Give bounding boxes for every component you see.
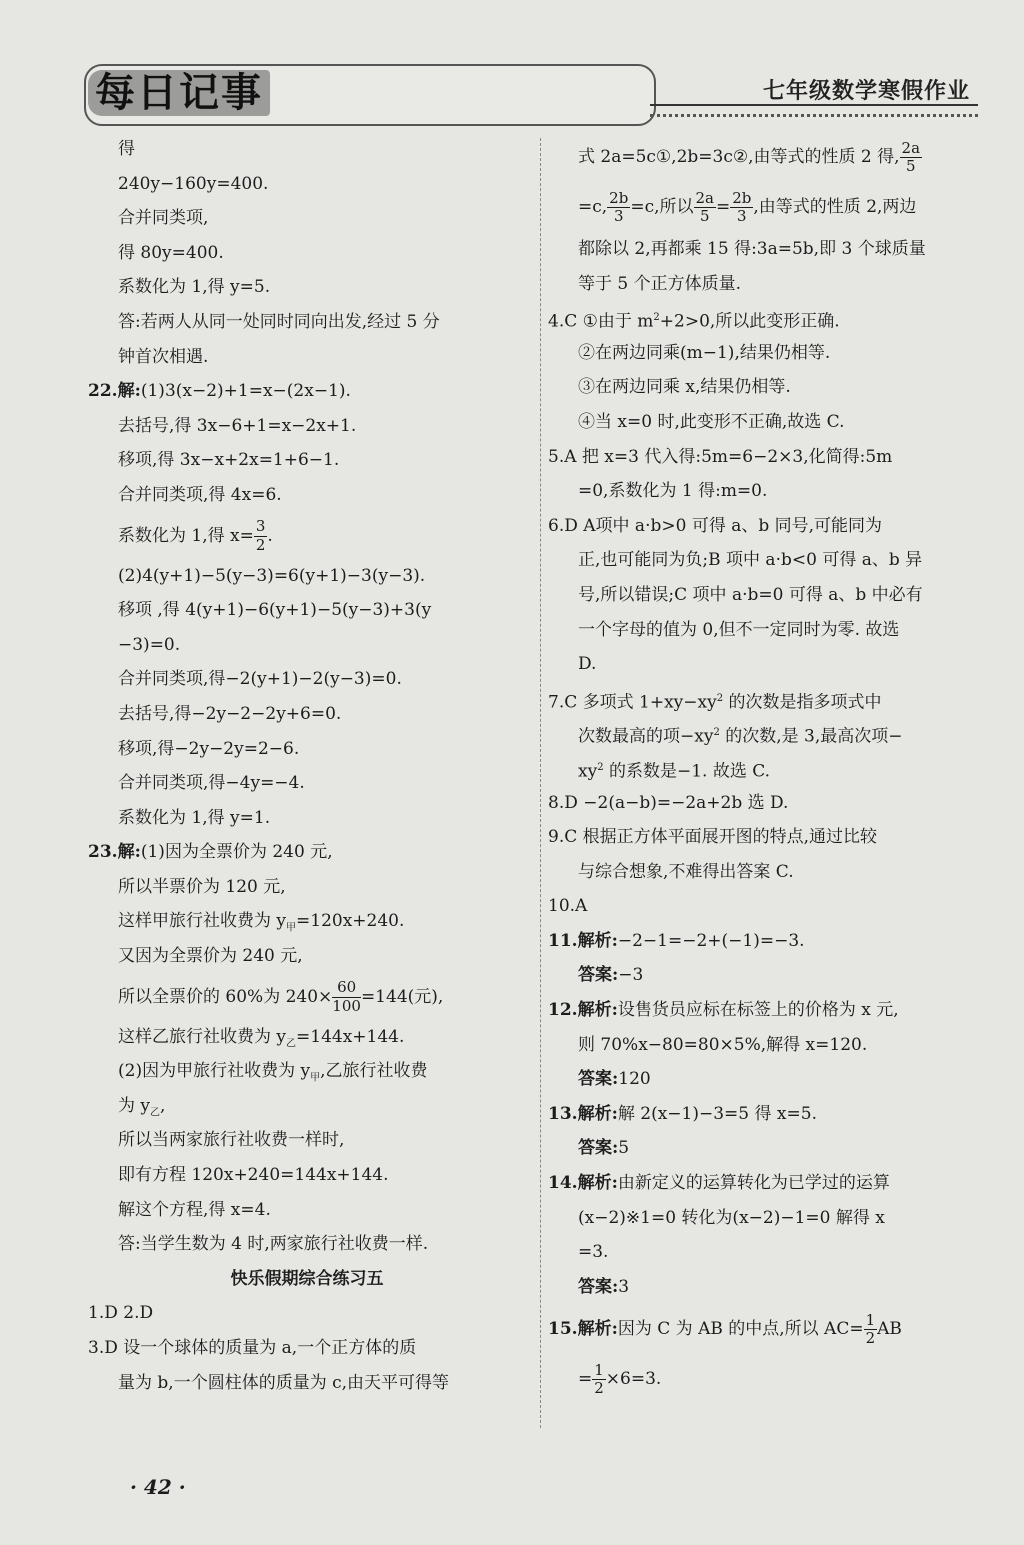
text-line bbox=[548, 1354, 988, 1404]
text-span: =120x+240. bbox=[296, 911, 405, 932]
text-line: (x−2)※1=0 转化为(x−2)−1=0 解得 x bbox=[578, 1207, 885, 1228]
text-line: ③在两边同乘 x,结果仍相等. bbox=[578, 377, 791, 398]
text-span: 所以全票价的 60%为 240× bbox=[118, 986, 333, 1007]
text-span: +2>0,所以此变形正确. bbox=[659, 311, 840, 332]
question-label: 23.解: bbox=[88, 842, 141, 863]
subscript: 乙 bbox=[286, 1038, 297, 1050]
fraction bbox=[332, 979, 361, 1015]
text-span: ,由等式的性质 2,两边 bbox=[753, 197, 917, 217]
superscript: 2 bbox=[716, 692, 724, 704]
text-line bbox=[548, 716, 988, 751]
text-span: 7.C 多项式 1+xy−xy bbox=[548, 692, 717, 713]
text-span: 3 bbox=[618, 1276, 630, 1297]
text-line: ②在两边同乘(m−1),结果仍相等. bbox=[578, 342, 831, 363]
fraction bbox=[607, 190, 630, 226]
text-line: 移项,得 3x−x+2x=1+6−1. bbox=[118, 450, 340, 471]
question-label: 22.解: bbox=[88, 381, 141, 402]
text-line: 量为 b,一个圆柱体的质量为 c,由天平可得等 bbox=[118, 1372, 450, 1393]
denominator: 2 bbox=[594, 1379, 604, 1398]
text-line: 则 70%x−80=80×5%,解得 x=120. bbox=[578, 1034, 868, 1055]
text-span: AB bbox=[877, 1319, 902, 1340]
numerator: 2a bbox=[695, 188, 714, 207]
subscript: 甲 bbox=[286, 922, 297, 934]
answer-line: 6.D A项中 a·b>0 可得 a、b 同号,可能同为 bbox=[548, 515, 883, 536]
text-line: (2)4(y+1)−5(y−3)=6(y+1)−3(y−3). bbox=[118, 565, 426, 586]
analysis-label: 14.解析: bbox=[548, 1173, 618, 1194]
left-column bbox=[88, 132, 526, 1400]
numerator: 2b bbox=[732, 188, 752, 207]
superscript: 2 bbox=[653, 312, 660, 324]
text-line: 系数化为 1,得 x= $\frac{3}{2}$ . bbox=[118, 517, 273, 554]
fraction bbox=[900, 140, 923, 176]
text-line: D. bbox=[578, 654, 597, 675]
numerator: 2b bbox=[609, 188, 629, 207]
text-line: 系数化为 1,得 y=1. bbox=[118, 807, 271, 828]
text-line: 答:当学生数为 4 时,两家旅行社收费一样. bbox=[118, 1234, 429, 1255]
text-line bbox=[548, 751, 988, 786]
answer-line bbox=[548, 1131, 988, 1166]
superscript: 2 bbox=[713, 727, 720, 739]
denominator: 2 bbox=[255, 535, 266, 554]
text-line: 所以当两家旅行社收费一样时, bbox=[118, 1130, 345, 1151]
text-span: 系数化为 1,得 x= bbox=[118, 525, 254, 546]
text-span: 的次数是指多项式中 bbox=[723, 692, 882, 713]
denominator: 3 bbox=[737, 207, 747, 225]
text-line: 答:若两人从同一处同时同向出发,经过 5 分 bbox=[118, 311, 440, 332]
text-line: 合并同类项,得 4x=6. bbox=[118, 484, 282, 505]
text-line: −3)=0. bbox=[118, 634, 181, 655]
text-line: 去括号,得−2y−2−2y+6=0. bbox=[118, 703, 342, 724]
text-span: 由新定义的运算转化为已学过的运算 bbox=[617, 1173, 890, 1194]
text-line: 合并同类项, bbox=[118, 208, 209, 229]
answer-line bbox=[548, 1304, 988, 1354]
text-line: 号,所以错误;C 项中 a·b=0 可得 a、b 中必有 bbox=[578, 584, 923, 605]
text-line: ④当 x=0 时,此变形不正确,故选 C. bbox=[578, 411, 845, 432]
analysis-label: 11.解析: bbox=[548, 930, 618, 951]
text-line: 钟首次相遇. bbox=[118, 346, 209, 367]
subscript: 甲 bbox=[310, 1072, 321, 1084]
text-span: 的次数,是 3,最高次项− bbox=[719, 726, 903, 747]
text-line: 即有方程 120x+240=144x+144. bbox=[118, 1165, 389, 1186]
right-column bbox=[548, 132, 988, 1404]
answer-line bbox=[548, 958, 988, 993]
text-line bbox=[548, 132, 988, 182]
answer-line: 9.C 根据正方体平面展开图的特点,通过比较 bbox=[548, 827, 878, 848]
text-span: , bbox=[160, 1095, 166, 1116]
text-span: 5 bbox=[618, 1138, 630, 1159]
answer-line bbox=[548, 301, 988, 336]
text-span: 解 2(x−1)−3=5 得 x=5. bbox=[617, 1103, 817, 1124]
analysis-label: 15.解析: bbox=[548, 1319, 618, 1340]
text-line: 合并同类项,得−2(y+1)−2(y−3)=0. bbox=[118, 669, 402, 690]
text-line: 系数化为 1,得 y=5. bbox=[118, 277, 271, 298]
text-span: −2−1=−2+(−1)=−3. bbox=[617, 930, 805, 951]
text-line: 去括号,得 3x−6+1=x−2x+1. bbox=[118, 415, 357, 436]
text-line: 都除以 2,再都乘 15 得:3a=5b,即 3 个球质量 bbox=[578, 239, 926, 259]
text-line bbox=[88, 1020, 526, 1055]
text-line: 移项,得−2y−2y=2−6. bbox=[118, 738, 300, 759]
header-dotted-rule bbox=[650, 114, 978, 117]
numerator: 2a bbox=[901, 138, 921, 157]
header-rule bbox=[650, 104, 978, 106]
text-span: 式 2a=5c①,2b=3c②,由等式的性质 2 得, bbox=[578, 147, 900, 167]
text-span: 设售货员应标在标签上的价格为 x 元, bbox=[617, 1000, 899, 1021]
numerator: 60 bbox=[332, 979, 361, 997]
column-divider bbox=[540, 138, 541, 1428]
text-line: 等于 5 个正方体质量. bbox=[578, 273, 742, 294]
answer-line bbox=[548, 993, 988, 1028]
section-title: 快乐假期综合练习五 bbox=[230, 1268, 384, 1289]
text-span: =c, bbox=[578, 197, 608, 217]
text-span: 120 bbox=[618, 1069, 651, 1090]
text-line: 所以半票价为 120 元, bbox=[118, 876, 286, 897]
answer-line: 10.A bbox=[548, 896, 588, 917]
analysis-label: 12.解析: bbox=[548, 1000, 618, 1021]
text-span: ×6=3. bbox=[605, 1369, 662, 1390]
numerator: 1 bbox=[865, 1311, 876, 1330]
numerator: 1 bbox=[594, 1361, 604, 1380]
text-line: 与综合想象,不难得出答案 C. bbox=[578, 861, 794, 882]
text-line: 一个字母的值为 0,但不一定同时为零. 故选 bbox=[578, 619, 900, 640]
page-number: · 42 · bbox=[130, 1475, 186, 1499]
text-line: 解这个方程,得 x=4. bbox=[118, 1199, 271, 1220]
text-line bbox=[88, 1089, 526, 1124]
text-span: 因为 C 为 AB 的中点,所以 AC= bbox=[617, 1319, 864, 1340]
text-line: 移项 ,得 4(y+1)−6(y+1)−5(y−3)+3(y bbox=[118, 600, 432, 621]
text-line: 得 bbox=[118, 139, 135, 159]
answer-line: 8.D −2(a−b)=−2a+2b 选 D. bbox=[548, 792, 789, 813]
answer-label: 答案: bbox=[578, 1138, 619, 1159]
answer-line bbox=[548, 682, 988, 717]
answer-line bbox=[548, 924, 988, 959]
text-span: (1)因为全票价为 240 元, bbox=[140, 842, 333, 863]
superscript: 2 bbox=[597, 761, 604, 773]
text-span: 这样乙旅行社收费为 y bbox=[118, 1026, 287, 1047]
text-line: =3. bbox=[578, 1242, 609, 1263]
denominator: 5 bbox=[699, 207, 710, 225]
fraction bbox=[730, 190, 753, 226]
text-span: (2)因为甲旅行社收费为 y bbox=[118, 1061, 311, 1082]
fraction bbox=[592, 1362, 606, 1398]
text-line: 正,也可能同为负;B 项中 a·b<0 可得 a、b 异 bbox=[578, 550, 923, 571]
text-span: =144(元), bbox=[360, 986, 444, 1007]
text-span: 为 y bbox=[118, 1095, 151, 1116]
text-span: 的系数是−1. 故选 C. bbox=[603, 761, 771, 782]
analysis-label: 13.解析: bbox=[548, 1103, 618, 1124]
denominator: 3 bbox=[613, 207, 624, 225]
text-span: 4.C ①由于 m bbox=[548, 311, 654, 332]
fraction bbox=[864, 1312, 878, 1348]
text-span: xy bbox=[578, 761, 598, 782]
denominator: 5 bbox=[906, 157, 916, 175]
header-title: 七年级数学寒假作业 bbox=[762, 79, 970, 104]
subscript: 乙 bbox=[150, 1107, 161, 1119]
text-span: =c,所以 bbox=[630, 197, 694, 217]
text-line bbox=[548, 182, 988, 232]
denominator: 100 bbox=[332, 996, 361, 1015]
answer-line: 3.D 设一个球体的质量为 a,一个正方体的质 bbox=[88, 1338, 417, 1358]
answer-line bbox=[548, 1270, 988, 1305]
text-span: ,乙旅行社收费 bbox=[320, 1061, 428, 1082]
answer-label: 答案: bbox=[578, 965, 619, 986]
question-23 bbox=[88, 835, 526, 870]
text-line: =0,系数化为 1 得:m=0. bbox=[578, 481, 768, 502]
answer-line: 1.D 2.D bbox=[88, 1303, 154, 1324]
answer-label: 答案: bbox=[578, 1069, 619, 1090]
text-span: (1)3(x−2)+1=x−(2x−1). bbox=[140, 381, 351, 402]
header-badge: 每日记事 bbox=[88, 70, 270, 116]
text-span: =144x+144. bbox=[296, 1026, 405, 1047]
numerator: 3 bbox=[255, 517, 266, 536]
text-span: 次数最高的项−xy bbox=[578, 726, 714, 747]
answer-line bbox=[548, 1097, 988, 1132]
answer-line bbox=[548, 1166, 988, 1201]
text-line bbox=[88, 904, 526, 939]
answer-line bbox=[548, 1062, 988, 1097]
answer-line: 5.A 把 x=3 代入得:5m=6−2×3,化简得:5m bbox=[548, 446, 893, 467]
fraction bbox=[254, 518, 268, 554]
text-span: −3 bbox=[618, 965, 644, 986]
answer-label: 答案: bbox=[578, 1276, 619, 1297]
denominator: 2 bbox=[865, 1329, 876, 1348]
text-line: 得 80y=400. bbox=[118, 242, 224, 263]
fraction bbox=[694, 190, 717, 226]
text-span: = bbox=[716, 197, 731, 217]
text-span: = bbox=[578, 1369, 593, 1390]
text-line bbox=[88, 974, 526, 1020]
text-line: 合并同类项,得−4y=−4. bbox=[118, 773, 305, 794]
text-line bbox=[88, 1054, 526, 1089]
question-22 bbox=[88, 374, 526, 409]
text-line: 240y−160y=400. bbox=[118, 173, 269, 194]
text-span: 这样甲旅行社收费为 y bbox=[118, 911, 287, 932]
text-line: 又因为全票价为 240 元, bbox=[118, 946, 303, 967]
